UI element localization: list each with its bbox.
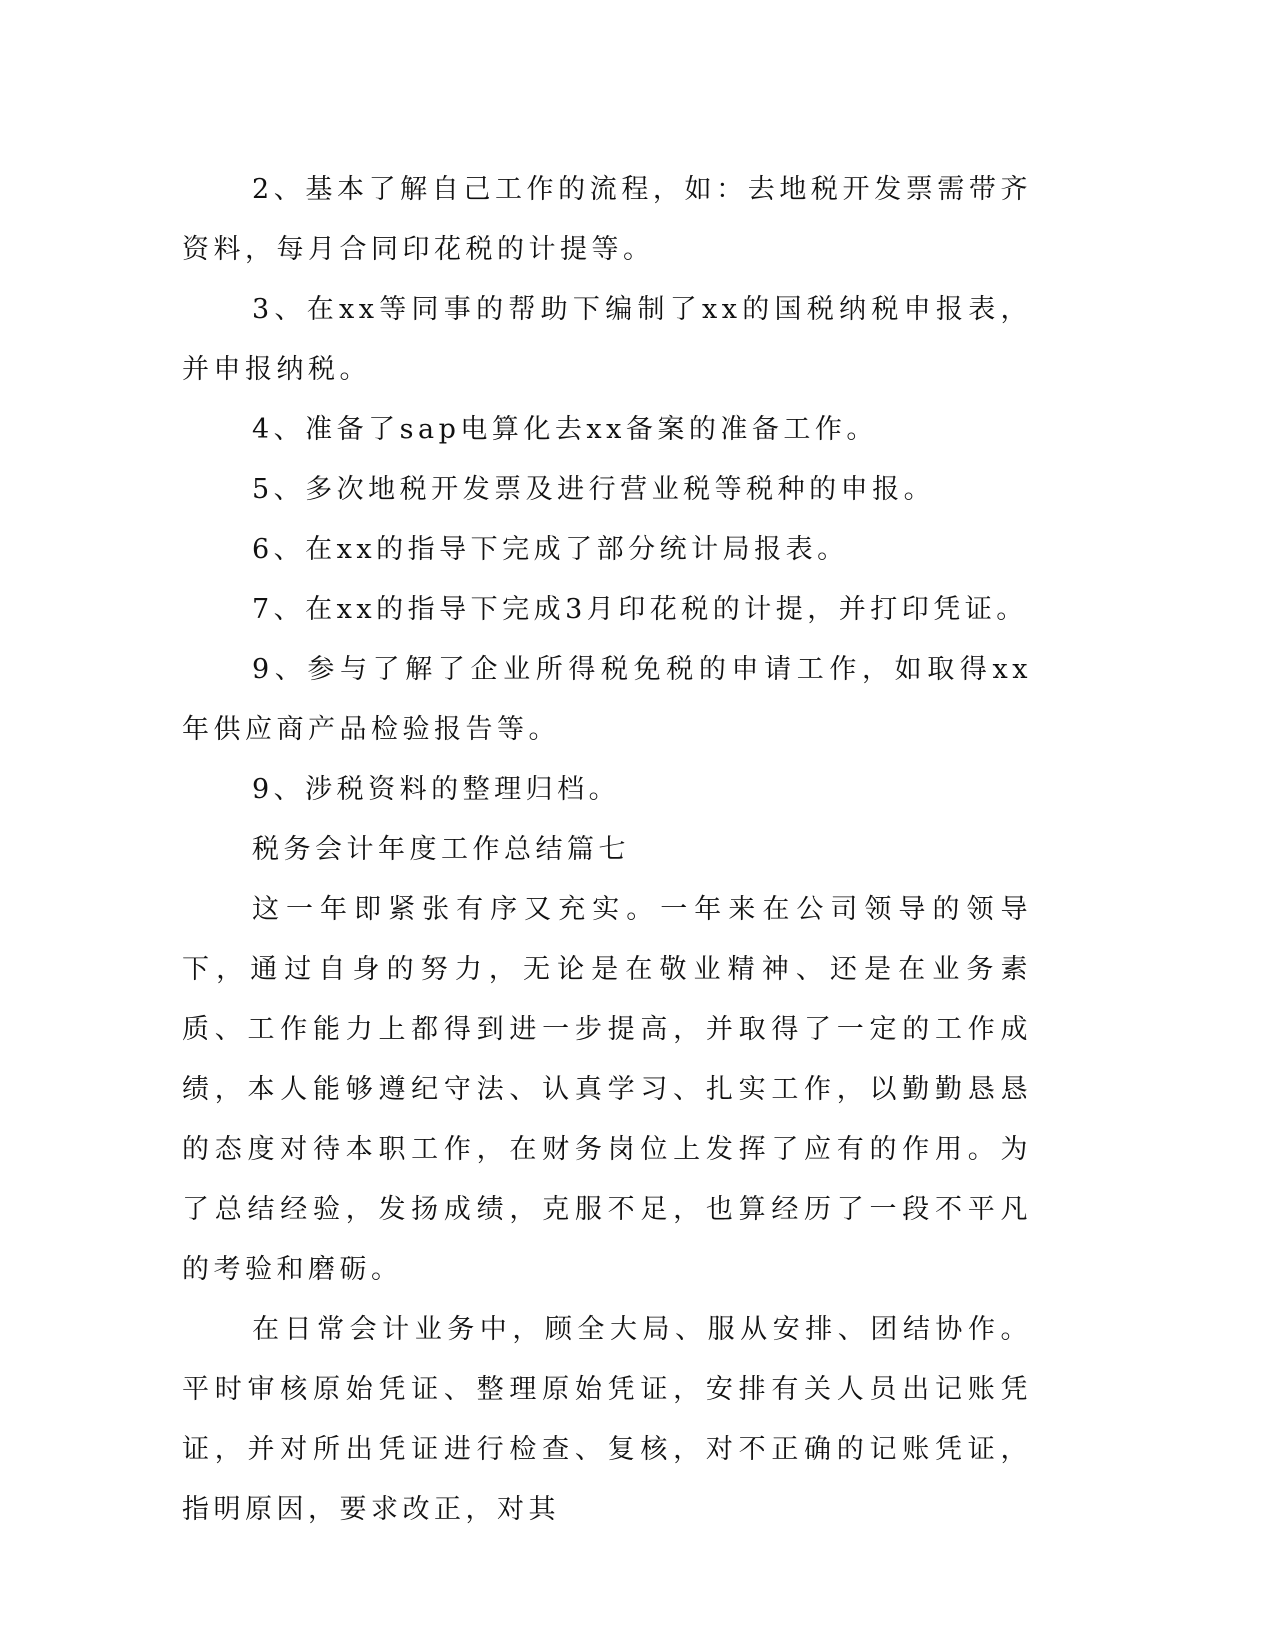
summary-paragraph: 这一年即紧张有序又充实。一年来在公司领导的领导下，通过自身的努力，无论是在敬业精神、还是在业务素质、工作能力上都得到进一步提高，并取得了一定的工作成绩，本人能够遵纪守法、认真学习、扎实工作，以勤勤恳恳的态度对待本职工作，在财务岗位上发挥了应有的作用。为了总结经验，发扬成绩，克服不足，也算经历了一段不平凡的考验和磨砺。 [182,894,1032,1285]
paragraph-item-5: 5、多次地税开发票及进行营业税等税种的申报。 [252,474,936,505]
paragraph-item-7: 7、在xx的指导下完成3月印花税的计提，并打印凭证。 [252,594,1028,625]
paragraph-item-9b: 9、涉税资料的整理归档。 [252,774,621,805]
document-body [182,160,1032,1540]
section-heading: 税务会计年度工作总结篇七 [252,834,630,865]
paragraph-item-9a: 9、参与了解了企业所得税免税的申请工作，如取得xx年供应商产品检验报告等。 [182,654,1032,745]
paragraph-item-4: 4、准备了sap电算化去xx备案的准备工作。 [252,414,878,445]
daily-work-paragraph: 在日常会计业务中，顾全大局、服从安排、团结协作。平时审核原始凭证、整理原始凭证，安排有关人员出记账凭证，并对所出凭证进行检查、复核，对不正确的记账凭证，指明原因，要求改正，对其 [182,1314,1032,1525]
paragraph-item-6: 6、在xx的指导下完成了部分统计局报表。 [252,534,849,565]
paragraph-item-2: 2、基本了解自己工作的流程，如：去地税开发票需带齐资料，每月合同印花税的计提等。 [182,174,1032,265]
paragraph-item-3: 3、在xx等同事的帮助下编制了xx的国税纳税申报表，并申报纳税。 [182,294,1032,385]
